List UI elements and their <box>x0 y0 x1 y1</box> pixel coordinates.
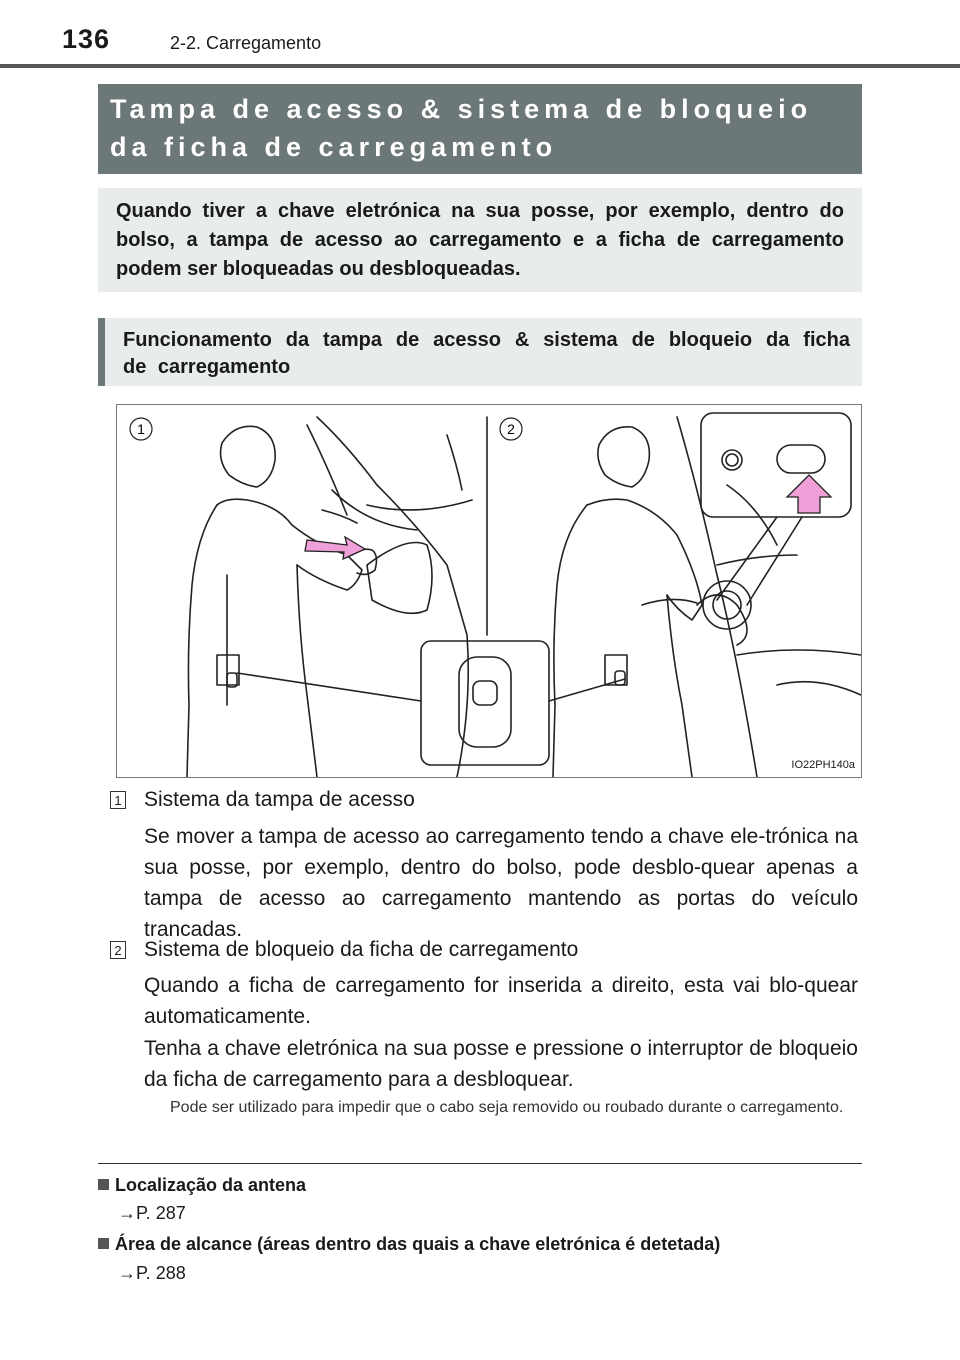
figure-label-1: 1 <box>137 421 145 437</box>
arrow-right-icon: → <box>118 1203 136 1223</box>
item-2-badge: 2 <box>110 941 126 959</box>
illustration <box>116 404 862 778</box>
item-1-badge: 1 <box>110 791 126 809</box>
illustration-drawing <box>117 405 861 777</box>
bullet-antenna <box>98 1175 306 1196</box>
arrow-right-icon: → <box>118 1263 136 1283</box>
item-1-title: Sistema da tampa de acesso <box>144 788 415 811</box>
section-label: 2-2. Carregamento <box>170 33 322 53</box>
figure-label-2: 2 <box>507 421 515 437</box>
ref-range[interactable] <box>118 1263 186 1284</box>
bullet-range <box>98 1234 720 1255</box>
page-title: Tampa de acesso & sistema de bloqueio da ficha de carregamento <box>98 84 862 174</box>
bullet-antenna-label: Localização da antena <box>115 1175 307 1195</box>
bullet-square-icon <box>98 1179 109 1190</box>
divider <box>98 1163 862 1164</box>
item-2-title: Sistema de bloqueio da ficha de carregamento <box>144 938 579 961</box>
subheading: Funcionamento da tampa de acesso & sistema de bloqueio da ficha de carregamento <box>98 318 862 386</box>
ref-antenna[interactable] <box>118 1203 186 1224</box>
page-number: 136 <box>62 24 111 54</box>
ref-range-page: P. 288 <box>136 1263 186 1283</box>
header-rule <box>0 64 960 68</box>
item-1-paragraph: Se mover a tampa de acesso ao carregamento tendo a chave ele-trónica na sua posse, por exemplo, dentro do bolso, pode desblo-quear apenas a tampa de acesso ao carregamento mantendo as portas do veículo trancadas. <box>144 825 858 941</box>
item-2-paragraph-1: Quando a ficha de carregamento for inserida a direito, esta vai blo-quear automaticamente. <box>144 974 858 1028</box>
figure-code: IO22PH140a <box>791 759 855 771</box>
intro-box: Quando tiver a chave eletrónica na sua posse, por exemplo, dentro do bolso, a tampa de acesso ao carregamento e a ficha de carregamento podem ser bloqueadas ou desbloqueadas. <box>98 188 862 292</box>
ref-antenna-page: P. 287 <box>136 1203 186 1223</box>
bullet-square-icon <box>98 1238 109 1249</box>
bullet-range-label: Área de alcance (áreas dentro das quais a chave eletrónica é detetada) <box>115 1234 721 1254</box>
item-2-paragraph-2: Tenha a chave eletrónica na sua posse e pressione o interruptor de bloqueio da ficha de carregamento para a desbloquear. <box>144 1037 858 1091</box>
item-2-note: Pode ser utilizado para impedir que o cabo seja removido ou roubado durante o carregamento. <box>170 1099 844 1116</box>
